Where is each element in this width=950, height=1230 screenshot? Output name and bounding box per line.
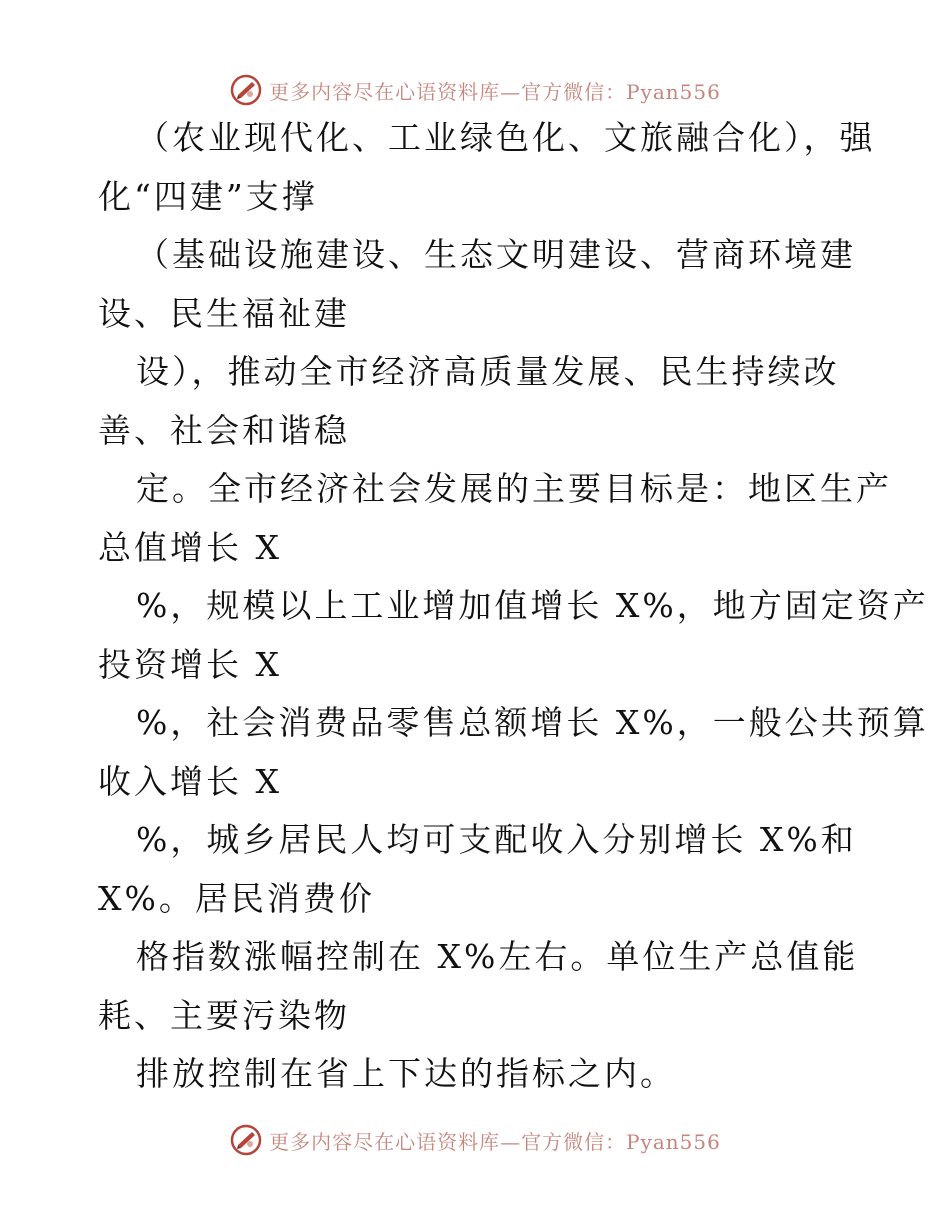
footer-watermark [0, 1120, 950, 1160]
text-line: X%。居民消费价 [98, 878, 375, 918]
text-line: 投资增长 X [98, 644, 282, 684]
text-line: 排放控制在省上下达的指标之内。 [136, 1054, 676, 1093]
text-line: 耗、主要污染物 [98, 995, 350, 1035]
text-line: （基础设施建设、生态文明建设、营商环境建 [136, 235, 856, 274]
logo-icon [229, 1123, 263, 1157]
logo-icon [229, 73, 263, 107]
text-line: 设、民生福祉建 [98, 293, 350, 333]
watermark-text: 更多内容尽在心语资料库—官方微信：Pyan556 [269, 79, 721, 104]
text-line: 设），推动全市经济高质量发展、民生持续改 [136, 352, 840, 391]
watermark-text: 更多内容尽在心语资料库—官方微信：Pyan556 [269, 1129, 721, 1154]
text-line: 收入增长 X [98, 761, 282, 801]
text-line: 总值增长 X [98, 527, 282, 567]
text-line: %，城乡居民人均可支配收入分别增长 X%和 [136, 820, 857, 859]
header-watermark [0, 70, 950, 110]
text-line: %，社会消费品零售总额增长 X%，一般公共预算 [136, 703, 929, 742]
text-line: （农业现代化、工业绿色化、文旅融合化），强 [136, 118, 876, 157]
text-line: 善、社会和谐稳 [98, 410, 350, 450]
text-line: 化“四建”支撑 [98, 176, 318, 216]
text-line: 格指数涨幅控制在 X%左右。单位生产总值能 [136, 937, 859, 976]
text-line: 定。全市经济社会发展的主要目标是：地区生产 [136, 469, 892, 508]
text-line: %，规模以上工业增加值增长 X%，地方固定资产 [136, 586, 929, 625]
